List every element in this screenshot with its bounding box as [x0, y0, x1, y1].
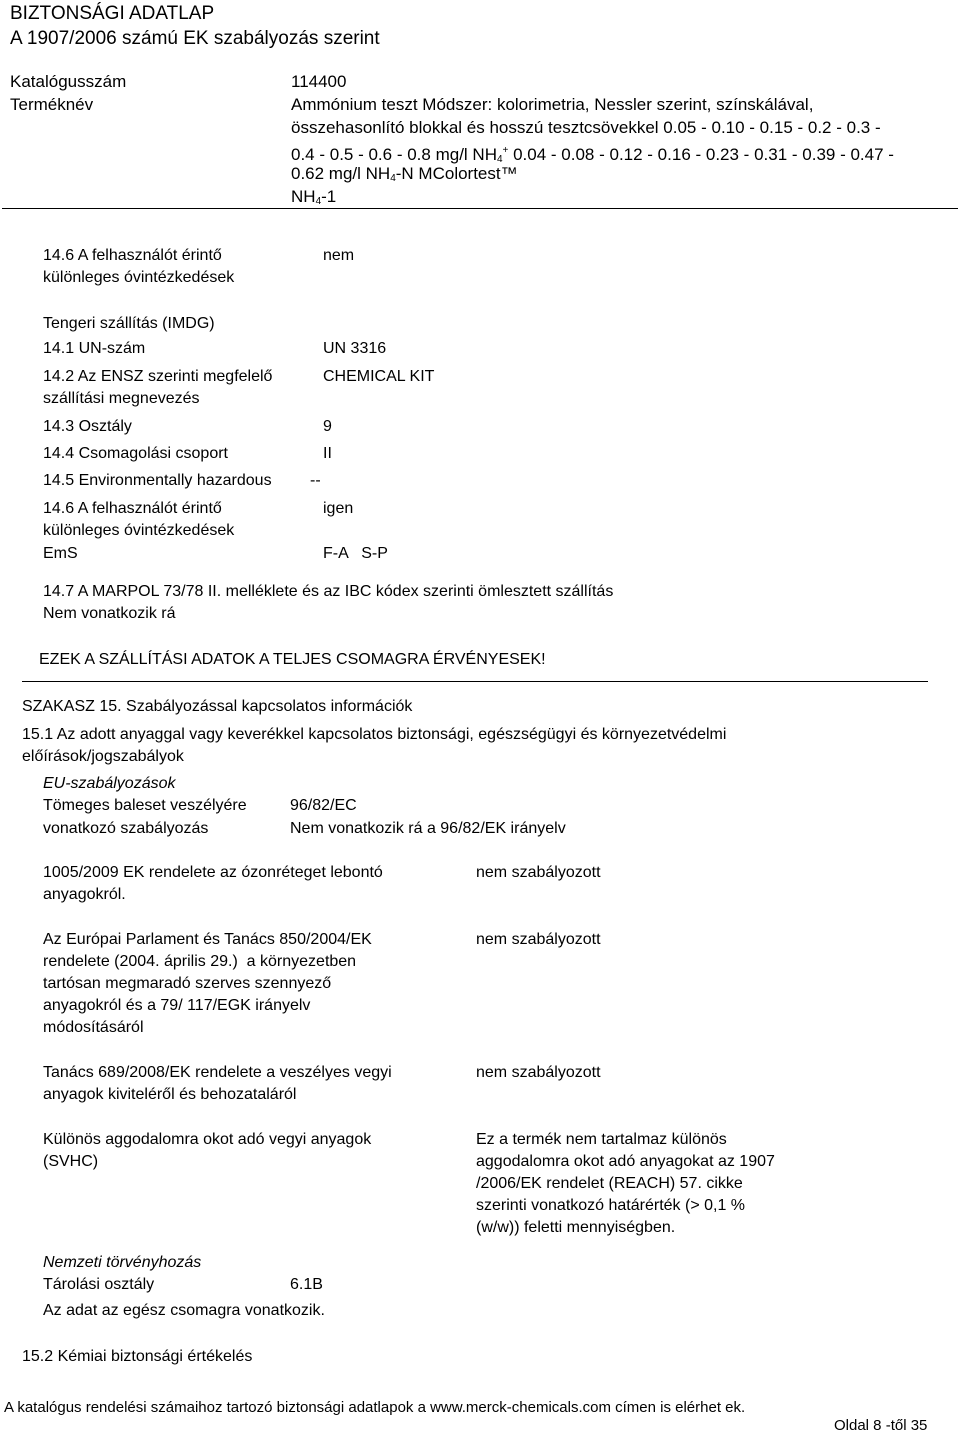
subscript: 4: [496, 154, 503, 165]
document-title: BIZTONSÁGI ADATLAP: [10, 3, 215, 24]
text-run: -N MColortest™: [395, 164, 518, 183]
shipping-name-label: szállítási megnevezés: [43, 390, 200, 407]
pop-regulation-label: Az Európai Parlament és Tanács 850/2004/EK: [43, 931, 372, 948]
catalog-label: Katalógusszám: [10, 72, 127, 91]
section-divider: [22, 681, 928, 682]
page-number: Oldal 8 -től 35: [834, 1417, 928, 1434]
ozone-regulation-value: nem szabályozott: [476, 864, 601, 881]
un-number-value: UN 3316: [323, 340, 387, 357]
svhc-value: aggodalomra okot adó anyagokat az 1907: [476, 1153, 775, 1170]
text-run: 0.4 - 0.5 - 0.6 - 0.8 mg/l NH: [291, 145, 497, 164]
subsection-15-1-heading: előírások/jogszabályok: [22, 748, 184, 765]
product-label: Terméknév: [10, 95, 94, 114]
svhc-label: (SVHC): [43, 1153, 99, 1170]
seveso-value: Nem vonatkozik rá a 96/82/EK irányelv: [290, 820, 566, 837]
shipping-name-label: 14.2 Az ENSZ szerinti megfelelő: [43, 368, 273, 385]
special-precautions-label: különleges óvintézkedések: [43, 269, 235, 286]
subsection-15-2-heading: 15.2 Kémiai biztonsági értékelés: [22, 1348, 253, 1365]
storage-class-label: Tárolási osztály: [43, 1276, 155, 1293]
catalog-number: 114400: [291, 72, 347, 91]
special-precautions-value: nem: [323, 247, 355, 264]
sea-special-precautions-label: különleges óvintézkedések: [43, 522, 235, 539]
seveso-label: Tömeges baleset veszélyére: [43, 797, 247, 814]
subsection-15-1-heading: 15.1 Az adott anyaggal vagy keverékkel kapcsolatos biztonsági, egészségügyi és környezetvédelmi: [22, 726, 727, 743]
packing-group-label: 14.4 Csomagolási csoport: [43, 445, 228, 462]
svhc-value: Ez a termék nem tartalmaz különös: [476, 1131, 727, 1148]
pop-regulation-label: rendelete (2004. április 29.) a környezetben: [43, 953, 357, 970]
ems-value: F-A S-P: [323, 545, 388, 562]
text-run: 0.04 - 0.08 - 0.12 - 0.16 - 0.23 - 0.31 - 0.39 - 0.47 -: [508, 145, 894, 164]
storage-class-value: 6.1B: [290, 1276, 323, 1293]
subscript: 4: [315, 196, 322, 207]
marpol-heading: 14.7 A MARPOL 73/78 II. melléklete és az IBC kódex szerinti ömlesztett szállítás: [43, 583, 614, 600]
text-run: -1: [321, 187, 337, 206]
pop-regulation-label: módosításáról: [43, 1019, 144, 1036]
shipping-name-value: CHEMICAL KIT: [323, 368, 435, 385]
svhc-value: /2006/EK rendelet (REACH) 57. cikke: [476, 1175, 743, 1192]
env-hazard-label: 14.5 Environmentally hazardous: [43, 472, 272, 489]
ozone-regulation-label: anyagokról.: [43, 886, 126, 903]
svhc-value: (w/w)) feletti mennyiségben.: [476, 1219, 676, 1236]
svhc-value: szerinti vonatkozó határérték (> 0,1 %: [476, 1197, 746, 1214]
class-label: 14.3 Osztály: [43, 418, 132, 435]
section-15-heading: SZAKASZ 15. Szabályozással kapcsolatos információk: [22, 698, 413, 715]
ems-label: EmS: [43, 545, 78, 562]
env-hazard-value: --: [310, 472, 321, 489]
subscript: 4: [390, 173, 396, 184]
eu-regulations-heading: EU-szabályozások: [43, 775, 176, 792]
export-import-regulation-value: nem szabályozott: [476, 1064, 601, 1081]
marpol-value: Nem vonatkozik rá: [43, 605, 176, 622]
special-precautions-label: 14.6 A felhasználót érintő: [43, 247, 222, 264]
sea-transport-heading: Tengeri szállítás (IMDG): [43, 315, 215, 332]
transport-notice: EZEK A SZÁLLÍTÁSI ADATOK A TELJES CSOMAGRA ÉRVÉNYESEK!: [39, 651, 546, 668]
storage-note: Az adat az egész csomagra vonatkozik.: [43, 1302, 325, 1319]
regulation-subtitle: A 1907/2006 számú EK szabályozás szerint: [10, 28, 380, 49]
pop-regulation-value: nem szabályozott: [476, 931, 601, 948]
export-import-regulation-label: Tanács 689/2008/EK rendelete a veszélyes vegyi: [43, 1064, 392, 1081]
un-number-label: 14.1 UN-szám: [43, 340, 146, 357]
class-value: 9: [323, 418, 332, 435]
text-run: NH: [291, 187, 316, 206]
pop-regulation-label: tartósan megmaradó szerves szennyező: [43, 975, 332, 992]
svhc-label: Különös aggodalomra okot adó vegyi anyagok: [43, 1131, 372, 1148]
export-import-regulation-label: anyagok kiviteléről és behozataláról: [43, 1086, 297, 1103]
seveso-label: vonatkozó szabályozás: [43, 820, 209, 837]
product-name-line: összehasonlító blokkal és hosszú tesztcsövekkel 0.05 - 0.10 - 0.15 - 0.2 - 0.3 -: [291, 118, 881, 137]
product-name-line: Ammónium teszt Módszer: kolorimetria, Nessler szerint, színskálával,: [291, 95, 814, 114]
packing-group-value: II: [323, 445, 332, 462]
text-run: 0.62 mg/l NH: [291, 164, 391, 183]
footer-text: A katalógus rendelési számaihoz tartozó biztonsági adatlapok a www.merck-chemicals.com címen is elérhet ek.: [4, 1399, 746, 1416]
national-legislation-heading: Nemzeti törvényhozás: [43, 1254, 202, 1271]
header-divider: [2, 208, 958, 209]
ozone-regulation-label: 1005/2009 EK rendelete az ózonréteget lebontó: [43, 864, 383, 881]
sea-special-precautions-value: igen: [323, 500, 354, 517]
pop-regulation-label: anyagokról és a 79/ 117/EGK irányelv: [43, 997, 311, 1014]
superscript: +: [502, 145, 509, 156]
sea-special-precautions-label: 14.6 A felhasználót érintő: [43, 500, 222, 517]
seveso-value: 96/82/EC: [290, 797, 357, 814]
